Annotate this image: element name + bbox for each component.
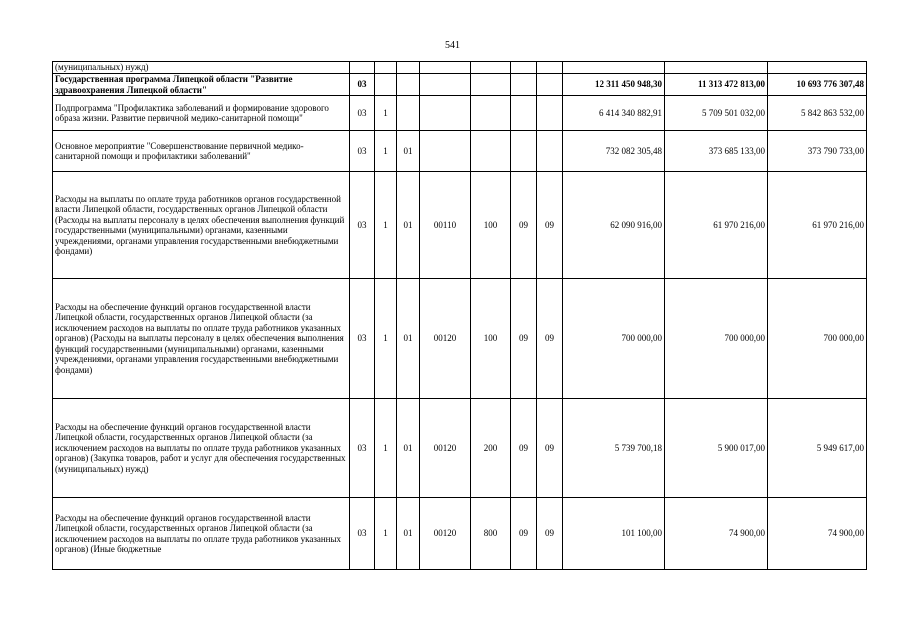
expense-type-cell: 100 xyxy=(471,279,511,399)
direction-code-cell xyxy=(420,131,471,172)
amount-year3-cell xyxy=(768,62,867,74)
expense-type-cell xyxy=(471,96,511,131)
row-name-cell: Основное мероприятие "Совершенствование первичной медико-санитарной помощи и профилактики заболеваний" xyxy=(53,131,350,172)
subsection-code-cell: 09 xyxy=(537,279,563,399)
subsection-code-cell: 09 xyxy=(537,172,563,279)
section-code-cell xyxy=(511,74,537,96)
subsection-code-cell: 09 xyxy=(537,498,563,570)
amount-year3-cell: 700 000,00 xyxy=(768,279,867,399)
table-row xyxy=(53,498,867,570)
amount-year2-cell: 5 709 501 032,00 xyxy=(665,96,768,131)
table-row xyxy=(53,62,867,74)
program-code-cell: 03 xyxy=(350,399,375,498)
subsection-code-cell xyxy=(537,131,563,172)
direction-code-cell xyxy=(420,62,471,74)
program-code-cell: 03 xyxy=(350,498,375,570)
expense-type-cell: 800 xyxy=(471,498,511,570)
row-name-cell: Государственная программа Липецкой области "Развитие здравоохранения Липецкой области" xyxy=(53,74,350,96)
expense-type-cell xyxy=(471,74,511,96)
amount-year3-cell: 5 842 863 532,00 xyxy=(768,96,867,131)
amount-year2-cell: 61 970 216,00 xyxy=(665,172,768,279)
program-code-cell xyxy=(350,62,375,74)
subprogram-code-cell: 1 xyxy=(375,279,397,399)
subprogram-code-cell: 1 xyxy=(375,498,397,570)
section-code-cell: 09 xyxy=(511,498,537,570)
activity-code-cell: 01 xyxy=(397,399,420,498)
subsection-code-cell: 09 xyxy=(537,399,563,498)
budget-table xyxy=(52,61,867,570)
table-row xyxy=(53,74,867,96)
table-row xyxy=(53,96,867,131)
section-code-cell xyxy=(511,62,537,74)
budget-table-body xyxy=(53,62,867,570)
subprogram-code-cell: 1 xyxy=(375,131,397,172)
program-code-cell: 03 xyxy=(350,172,375,279)
page-number: 541 xyxy=(445,40,460,51)
program-code-cell: 03 xyxy=(350,96,375,131)
amount-year1-cell xyxy=(563,62,665,74)
amount-year1-cell: 12 311 450 948,30 xyxy=(563,74,665,96)
direction-code-cell xyxy=(420,74,471,96)
table-row xyxy=(53,172,867,279)
activity-code-cell: 01 xyxy=(397,498,420,570)
activity-code-cell: 01 xyxy=(397,131,420,172)
row-name-cell: Расходы на обеспечение функций органов государственной власти Липецкой области, государственных органов Липецкой области (за исключением расходов на выплаты по оплате труда работников указанных органов) (Расходы на выплаты персоналу в целях обеспечения выполнения функций государственными (муниципальными) органами, казенными учреждениями, органами управления государственными внебюджетными фондами) xyxy=(53,279,350,399)
amount-year2-cell: 11 313 472 813,00 xyxy=(665,74,768,96)
table-row xyxy=(53,279,867,399)
amount-year1-cell: 732 082 305,48 xyxy=(563,131,665,172)
row-name-cell: Расходы на обеспечение функций органов государственной власти Липецкой области, государственных органов Липецкой области (за исключением расходов на выплаты по оплате труда работников указанных органов) (Закупка товаров, работ и услуг для обеспечения государственных (муниципальных) нужд) xyxy=(53,399,350,498)
direction-code-cell xyxy=(420,96,471,131)
subsection-code-cell xyxy=(537,62,563,74)
section-code-cell: 09 xyxy=(511,172,537,279)
activity-code-cell xyxy=(397,62,420,74)
table-row xyxy=(53,131,867,172)
subsection-code-cell xyxy=(537,74,563,96)
subprogram-code-cell xyxy=(375,62,397,74)
section-code-cell: 09 xyxy=(511,279,537,399)
row-name-cell: Расходы на выплаты по оплате труда работников органов государственной власти Липецкой области, государственных органов Липецкой области (Расходы на выплаты персоналу в целях обеспечения выполнения функций государственными (муниципальными) органами, казенными учреждениями, органами управления государственными внебюджетными фондами) xyxy=(53,172,350,279)
amount-year3-cell: 10 693 776 307,48 xyxy=(768,74,867,96)
amount-year1-cell: 6 414 340 882,91 xyxy=(563,96,665,131)
section-code-cell xyxy=(511,131,537,172)
activity-code-cell: 01 xyxy=(397,279,420,399)
direction-code-cell: 00120 xyxy=(420,399,471,498)
amount-year3-cell: 5 949 617,00 xyxy=(768,399,867,498)
program-code-cell: 03 xyxy=(350,279,375,399)
row-name-cell: Расходы на обеспечение функций органов государственной власти Липецкой области, государственных органов Липецкой области (за исключением расходов на выплаты по оплате труда работников указанных органов) (Иные бюджетные xyxy=(53,498,350,570)
program-code-cell: 03 xyxy=(350,131,375,172)
row-name-cell: (муниципальных) нужд) xyxy=(53,62,350,74)
section-code-cell: 09 xyxy=(511,399,537,498)
amount-year2-cell xyxy=(665,62,768,74)
direction-code-cell: 00120 xyxy=(420,279,471,399)
direction-code-cell: 00120 xyxy=(420,498,471,570)
amount-year1-cell: 700 000,00 xyxy=(563,279,665,399)
activity-code-cell xyxy=(397,74,420,96)
amount-year1-cell: 5 739 700,18 xyxy=(563,399,665,498)
section-code-cell xyxy=(511,96,537,131)
amount-year2-cell: 700 000,00 xyxy=(665,279,768,399)
expense-type-cell xyxy=(471,62,511,74)
activity-code-cell xyxy=(397,96,420,131)
subsection-code-cell xyxy=(537,96,563,131)
activity-code-cell: 01 xyxy=(397,172,420,279)
amount-year2-cell: 74 900,00 xyxy=(665,498,768,570)
amount-year1-cell: 101 100,00 xyxy=(563,498,665,570)
amount-year2-cell: 5 900 017,00 xyxy=(665,399,768,498)
table-row xyxy=(53,399,867,498)
amount-year3-cell: 61 970 216,00 xyxy=(768,172,867,279)
expense-type-cell: 200 xyxy=(471,399,511,498)
row-name-cell: Подпрограмма "Профилактика заболеваний и формирование здорового образа жизни. Развитие первичной медико-санитарной помощи" xyxy=(53,96,350,131)
expense-type-cell: 100 xyxy=(471,172,511,279)
subprogram-code-cell: 1 xyxy=(375,399,397,498)
subprogram-code-cell xyxy=(375,74,397,96)
direction-code-cell: 00110 xyxy=(420,172,471,279)
amount-year3-cell: 74 900,00 xyxy=(768,498,867,570)
program-code-cell: 03 xyxy=(350,74,375,96)
amount-year1-cell: 62 090 916,00 xyxy=(563,172,665,279)
amount-year3-cell: 373 790 733,00 xyxy=(768,131,867,172)
amount-year2-cell: 373 685 133,00 xyxy=(665,131,768,172)
subprogram-code-cell: 1 xyxy=(375,96,397,131)
expense-type-cell xyxy=(471,131,511,172)
subprogram-code-cell: 1 xyxy=(375,172,397,279)
